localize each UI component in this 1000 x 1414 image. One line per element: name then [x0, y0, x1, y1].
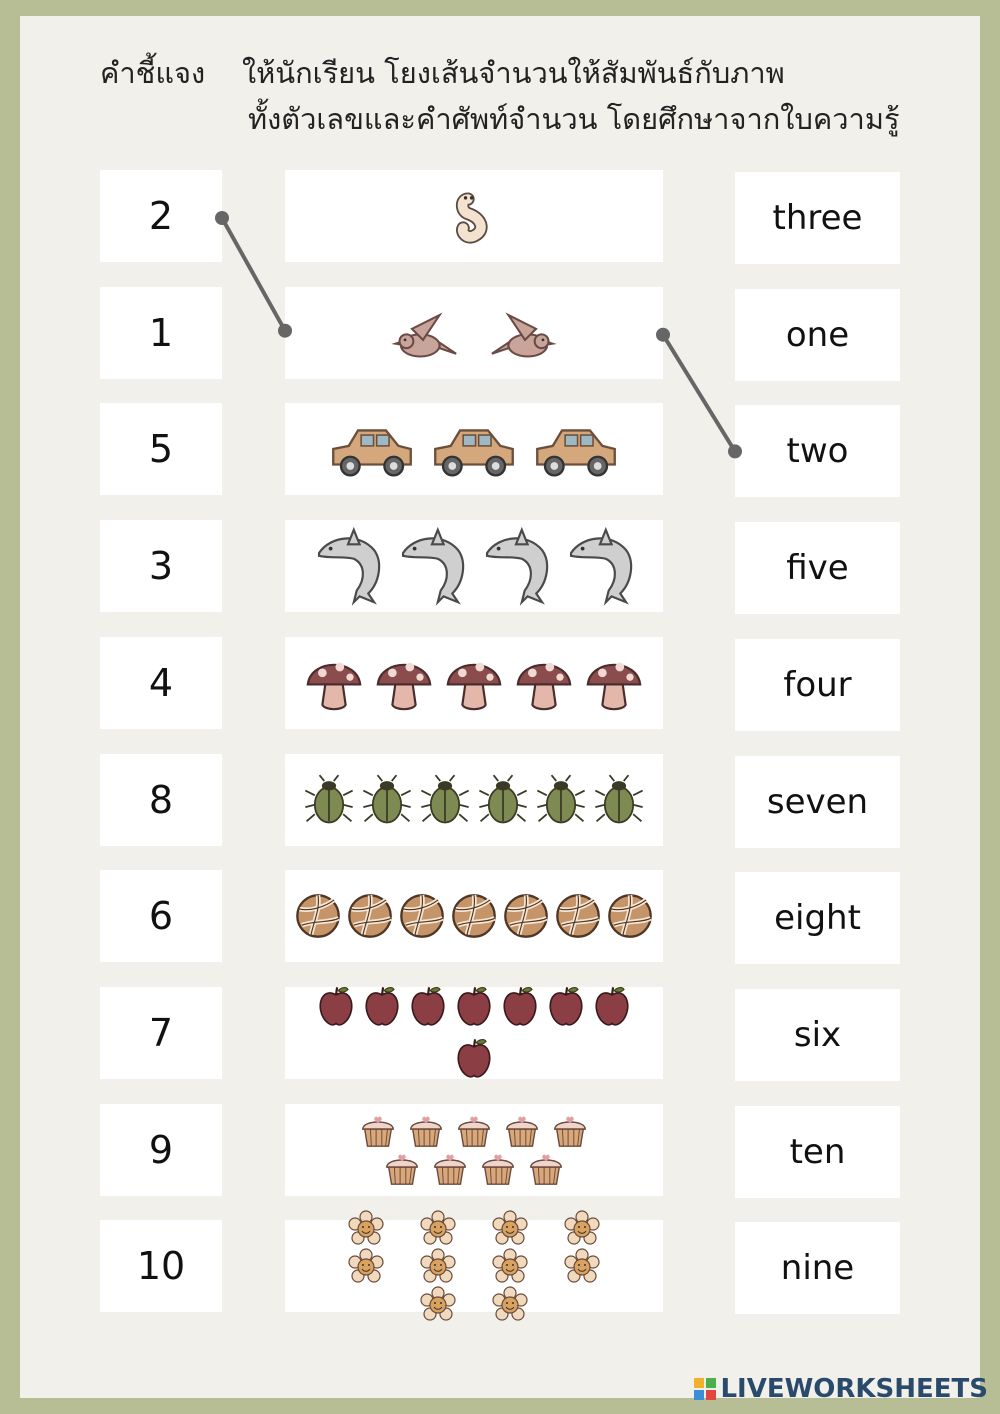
number-label: 6	[148, 894, 174, 938]
instructions-label: คำชี้แจง	[100, 56, 206, 90]
number-label: 10	[136, 1244, 186, 1288]
connector-dot[interactable]	[215, 211, 229, 225]
brand-name: LIVEWORKSHEETS	[720, 1374, 988, 1404]
connector-dot[interactable]	[656, 328, 670, 342]
word-label: eight	[774, 898, 861, 938]
word-label: one	[785, 315, 850, 355]
word-label: four	[783, 665, 852, 705]
liveworksheets-logo-icon	[694, 1378, 716, 1400]
word-label: three	[772, 198, 863, 238]
word-label: seven	[766, 782, 869, 822]
number-label: 3	[148, 544, 174, 588]
liveworksheets-logo	[694, 1374, 988, 1404]
number-label: 1	[148, 311, 174, 355]
number-label: 7	[148, 1011, 174, 1055]
connector-line[interactable]	[663, 335, 735, 452]
word-label: nine	[780, 1248, 855, 1288]
word-label: two	[786, 431, 849, 471]
number-label: 5	[148, 427, 174, 471]
connector-dot[interactable]	[278, 324, 292, 338]
connector-line[interactable]	[222, 218, 285, 331]
number-label: 2	[148, 194, 174, 238]
connector-dot[interactable]	[728, 444, 742, 458]
number-label: 9	[148, 1128, 174, 1172]
word-label: five	[786, 548, 849, 588]
instructions-line-1: ให้นักเรียน โยงเส้นจำนวนให้สัมพันธ์กับภาพ	[242, 56, 785, 90]
number-label: 4	[148, 661, 174, 705]
number-label: 8	[148, 778, 174, 822]
word-label: six	[793, 1015, 842, 1055]
word-label: ten	[789, 1132, 846, 1172]
instructions-line-2: ทั้งตัวเลขและคำศัพท์จำนวน โดยศึกษาจากใบความรู้	[248, 102, 900, 136]
